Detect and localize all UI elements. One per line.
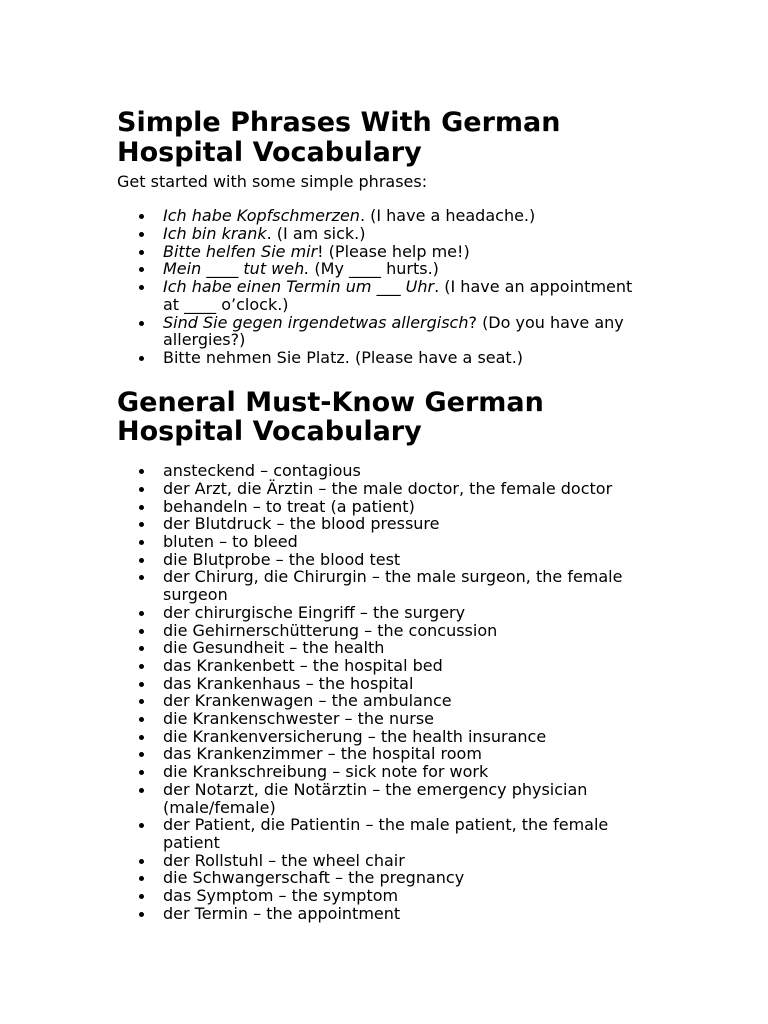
phrase-text: Bitte nehmen Sie Platz. (Please have a seat.) [163,347,524,367]
german-phrase: Ich habe einen Termin um ___ Uhr [163,277,435,297]
phrase-item [163,314,648,349]
vocabulary-item: die Blutprobe – the blood test [163,551,648,569]
vocabulary-item: ansteckend – contagious [163,462,648,480]
german-phrase: Bitte helfen Sie mir [163,241,318,261]
vocabulary-item: das Krankenhaus – the hospital [163,675,648,693]
phrase-item [163,260,648,278]
phrase-item [163,225,648,243]
section-heading-vocabulary: General Must-Know German Hospital Vocabulary [117,386,544,448]
vocabulary-item: der chirurgische Eingriff – the surgery [163,604,648,622]
intro-text: Get started with some simple phrases: [117,171,428,191]
phrase-text: . (I am sick.) [266,224,366,243]
vocabulary-item: die Gesundheit – the health [163,639,648,657]
vocabulary-item: die Gehirnerschütterung – the concussion [163,622,648,640]
vocabulary-item: das Symptom – the symptom [163,887,648,905]
vocabulary-item: der Notarzt, die Notärztin – the emergency physician (male/female) [163,781,648,816]
vocabulary-item: die Krankenschwester – the nurse [163,710,648,728]
section-heading-simple-phrases: Simple Phrases With German Hospital Vocabulary [117,107,561,168]
document-body [117,108,648,923]
vocabulary-item: die Krankenversicherung – the health insurance [163,728,648,746]
vocabulary-item: die Krankschreibung – sick note for work [163,763,648,781]
vocabulary-item: der Chirurg, die Chirurgin – the male surgeon, the female surgeon [163,568,648,603]
german-phrase: Ich bin krank [163,224,267,243]
phrase-item [163,278,648,313]
vocabulary-item: das Krankenzimmer – the hospital room [163,745,648,763]
vocabulary-item: die Schwangerschaft – the pregnancy [163,869,648,887]
german-phrase: Ich habe Kopfschmerzen [163,206,360,226]
phrase-item [163,243,648,261]
phrase-text: . (I have a headache.) [359,206,536,226]
vocabulary-item: der Rollstuhl – the wheel chair [163,852,648,870]
vocabulary-item: der Krankenwagen – the ambulance [163,692,648,710]
german-phrase: Sind Sie gegen irgendetwas allergisch [163,312,469,332]
phrase-text: (My ____ hurts.) [309,259,439,279]
vocabulary-item: der Blutdruck – the blood pressure [163,515,648,533]
vocabulary-item: der Patient, die Patientin – the male patient, the female patient [163,816,648,851]
phrase-text: . (I have an appointment at ____ o’clock.) [163,277,633,314]
phrase-item [163,349,648,367]
vocabulary-item: der Termin – the appointment [163,905,648,923]
vocabulary-item: bluten – to bleed [163,533,648,551]
phrase-item [163,207,648,225]
phrase-text: ? (Do you have any allergies?) [163,312,624,350]
vocabulary-item: der Arzt, die Ärztin – the male doctor, the female doctor [163,480,648,498]
german-phrase: Mein ____ tut weh. [163,259,310,279]
phrase-list [117,207,648,366]
vocabulary-item: behandeln – to treat (a patient) [163,498,648,516]
vocabulary-list [117,462,648,922]
phrase-text: ! (Please help me!) [317,241,470,261]
vocabulary-item: das Krankenbett – the hospital bed [163,657,648,675]
